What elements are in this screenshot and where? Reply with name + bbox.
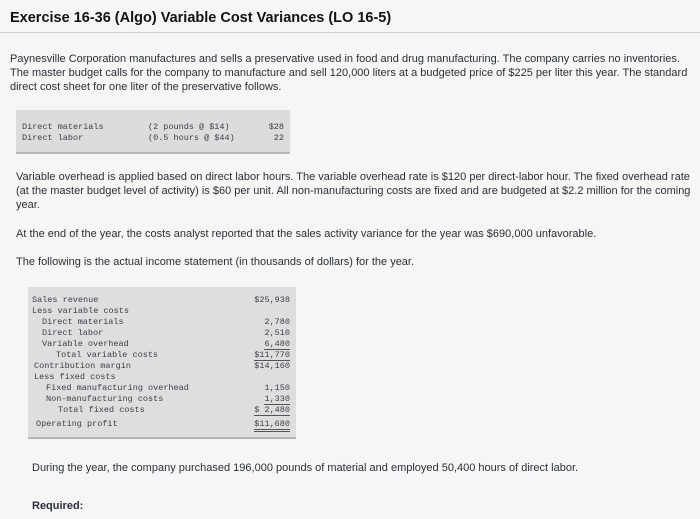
statement-intro: The following is the actual income statement (in thousands of dollars) for the year. (16, 256, 415, 268)
row-value: $11,680 (254, 419, 290, 432)
statement-row-variable-overhead (28, 339, 296, 350)
row-value: 6,480 (264, 339, 290, 349)
statement-row-direct-labor (28, 328, 296, 339)
row-label: Fixed manufacturing overhead (46, 383, 189, 393)
row-label: Direct labor (42, 328, 104, 338)
cost-amount: 22 (273, 133, 284, 143)
row-label: Total fixed costs (58, 405, 145, 415)
analyst-paragraph: At the end of the year, the costs analyst reported that the sales activity variance for the year was $690,000 unfavorable. (16, 228, 597, 240)
required-label: Required: (32, 500, 84, 512)
row-label: Total variable costs (56, 350, 159, 360)
cost-amount: $28 (268, 122, 284, 132)
row-label: Variable overhead (42, 339, 129, 349)
intro-paragraph: Paynesville Corporation manufactures and sells a preservative used in food and drug manufacturing. The company carries no inventories. The master budget calls for the company to manufacture and sell 120,000 liters at a budgeted price of $225 per liter this year. The standard direct cost sheet for one liter of the preservative follows. (10, 53, 688, 93)
row-value: $14,160 (254, 361, 290, 371)
cost-row-direct-labor (16, 133, 290, 146)
statement-row-total-fixed-costs (28, 405, 296, 416)
row-label: Less fixed costs (34, 372, 116, 382)
statement-row-non-manufacturing-costs (28, 394, 296, 405)
income-statement (28, 287, 296, 439)
cost-label: Direct materials (22, 122, 104, 132)
statement-row-total-variable-costs (28, 350, 296, 361)
title-divider (0, 32, 700, 33)
cost-detail: (2 pounds @ $14) (148, 122, 230, 132)
row-value: 2,510 (264, 328, 290, 338)
cost-detail: (0.5 hours @ $44) (148, 133, 235, 143)
overhead-paragraph: Variable overhead is applied based on direct labor hours. The variable overhead rate is $120 per direct-labor hour. The fixed overhead rate (at the master budget level of activity) is $60 per unit. All non-manufacturing costs are fixed and are budgeted at $2.2 million for the coming year. (16, 171, 691, 211)
statement-row-operating-profit (28, 419, 296, 430)
row-label: Direct materials (42, 317, 124, 327)
statement-row-fixed-manufacturing-overhead (28, 383, 296, 394)
row-value: 1,330 (264, 394, 290, 404)
row-value: $25,938 (254, 295, 290, 305)
cost-label: Direct labor (22, 133, 84, 143)
row-value: $11,770 (254, 350, 290, 360)
exercise-title: Exercise 16-36 (Algo) Variable Cost Variances (LO 16-5) (10, 10, 392, 26)
purchase-paragraph: During the year, the company purchased 196,000 pounds of material and employed 50,400 hours of direct labor. (32, 462, 579, 474)
statement-row-less-variable-costs (28, 306, 296, 317)
standard-cost-sheet (16, 110, 290, 154)
row-value: $ 2,480 (254, 405, 290, 415)
statement-row-contribution-margin (28, 361, 296, 372)
statement-row-less-fixed-costs (28, 372, 296, 383)
row-label: Contribution margin (34, 361, 131, 371)
statement-row-direct-materials (28, 317, 296, 328)
row-label: Operating profit (36, 419, 118, 429)
row-label: Less variable costs (32, 306, 129, 316)
row-value: 2,780 (264, 317, 290, 327)
statement-row-sales-revenue (28, 295, 296, 306)
row-label: Non-manufacturing costs (46, 394, 164, 404)
row-value: 1,150 (264, 383, 290, 393)
row-label: Sales revenue (32, 295, 99, 305)
